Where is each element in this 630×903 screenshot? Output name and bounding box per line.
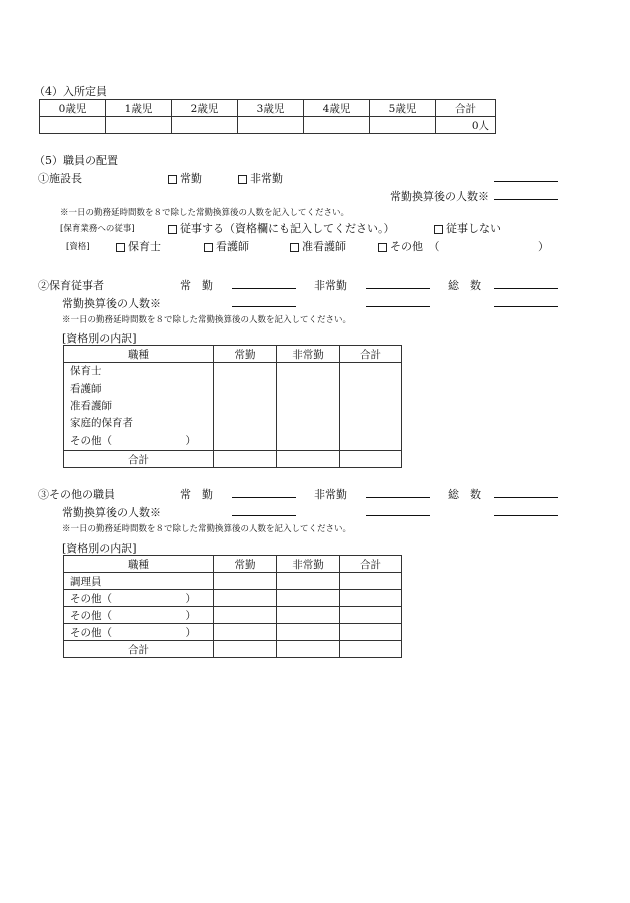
director-conv-line[interactable] bbox=[494, 199, 558, 200]
qualification-label: [資格] bbox=[66, 242, 90, 252]
input-cell[interactable] bbox=[214, 641, 277, 658]
capacity-cell[interactable] bbox=[370, 117, 436, 134]
other-note: ※一日の勤務延時間数を８で除した常勤換算後の人数を記入してください。 bbox=[62, 524, 352, 534]
input-cell[interactable] bbox=[340, 590, 402, 607]
director-conv-label: 常勤換算後の人数※ bbox=[390, 190, 489, 203]
checkbox-icon[interactable] bbox=[378, 243, 387, 252]
table-row-label: その他（ ） bbox=[64, 607, 214, 624]
childcare-breakdown-table bbox=[63, 345, 402, 468]
table-row-label: その他（ ） bbox=[64, 624, 214, 641]
childcare-note: ※一日の勤務延時間数を８で除した常勤換算後の人数を記入してください。 bbox=[62, 315, 352, 325]
checkbox-icon[interactable] bbox=[116, 243, 125, 252]
table-header: 職種 bbox=[64, 346, 214, 363]
input-cell[interactable] bbox=[214, 607, 277, 624]
section4-title: （4）入所定員 bbox=[34, 85, 107, 98]
other-label: ③その他の職員 bbox=[38, 488, 115, 501]
capacity-header: 1歳児 bbox=[106, 100, 172, 117]
childcare-full-input[interactable] bbox=[232, 288, 296, 289]
input-cell[interactable] bbox=[214, 573, 277, 590]
not-engaged-option[interactable]: 従事しない bbox=[434, 220, 501, 236]
childcare-conv-total[interactable] bbox=[494, 306, 558, 307]
director-input-line[interactable] bbox=[494, 181, 558, 182]
table-header: 常勤 bbox=[214, 556, 277, 573]
checkbox-icon[interactable] bbox=[168, 175, 177, 184]
childcare-duty-label: [保育業務への従事] bbox=[60, 224, 135, 234]
other-total-input[interactable] bbox=[494, 497, 558, 498]
input-cell[interactable] bbox=[214, 624, 277, 641]
capacity-header: 合計 bbox=[436, 100, 496, 117]
other-breakdown-label: [資格別の内訳] bbox=[62, 542, 137, 555]
capacity-total: 0人 bbox=[436, 117, 496, 134]
director-note: ※一日の勤務延時間数を８で除した常勤換算後の人数を記入してください。 bbox=[60, 208, 350, 218]
other-part-label: 非常勤 bbox=[314, 488, 347, 501]
capacity-header: 2歳児 bbox=[172, 100, 238, 117]
capacity-cell[interactable] bbox=[238, 117, 304, 134]
other-total-label: 総 数 bbox=[448, 488, 481, 501]
input-cell[interactable] bbox=[277, 363, 340, 451]
input-cell[interactable] bbox=[214, 590, 277, 607]
input-cell[interactable] bbox=[277, 451, 340, 468]
childcare-full-label: 常 勤 bbox=[180, 279, 213, 292]
table-header: 非常勤 bbox=[277, 556, 340, 573]
other-part-input[interactable] bbox=[366, 497, 430, 498]
input-cell[interactable] bbox=[214, 363, 277, 451]
list-item: 准看護師 bbox=[70, 399, 112, 412]
qual-assoc-option[interactable]: 准看護師 bbox=[290, 238, 346, 254]
list-item: 保育士 bbox=[70, 365, 102, 378]
input-cell[interactable] bbox=[277, 607, 340, 624]
other-conv-label: 常勤換算後の人数※ bbox=[62, 506, 161, 519]
input-cell[interactable] bbox=[214, 451, 277, 468]
childcare-label: ②保育従事者 bbox=[38, 279, 104, 292]
other-conv-full[interactable] bbox=[232, 515, 296, 516]
childcare-conv-part[interactable] bbox=[366, 306, 430, 307]
table-header: 常勤 bbox=[214, 346, 277, 363]
list-item: 家庭的保育者 bbox=[70, 417, 133, 430]
input-cell[interactable] bbox=[340, 624, 402, 641]
childcare-total-input[interactable] bbox=[494, 288, 558, 289]
childcare-breakdown-label: [資格別の内訳] bbox=[62, 332, 137, 345]
table-row-label: その他（ ） bbox=[64, 590, 214, 607]
other-breakdown-table bbox=[63, 555, 402, 658]
checkbox-icon[interactable] bbox=[434, 225, 443, 234]
list-item: 看護師 bbox=[70, 382, 102, 395]
childcare-conv-label: 常勤換算後の人数※ bbox=[62, 297, 161, 310]
capacity-cell[interactable] bbox=[40, 117, 106, 134]
input-cell[interactable] bbox=[340, 363, 402, 451]
childcare-part-label: 非常勤 bbox=[314, 279, 347, 292]
table-header: 職種 bbox=[64, 556, 214, 573]
input-cell[interactable] bbox=[277, 590, 340, 607]
other-conv-total[interactable] bbox=[494, 515, 558, 516]
checkbox-icon[interactable] bbox=[204, 243, 213, 252]
engaged-option[interactable]: 従事する（資格欄にも記入してください。） bbox=[168, 220, 395, 236]
childcare-part-input[interactable] bbox=[366, 288, 430, 289]
table-header: 合計 bbox=[340, 346, 402, 363]
capacity-cell[interactable] bbox=[304, 117, 370, 134]
capacity-cell[interactable] bbox=[172, 117, 238, 134]
qual-other-close: ） bbox=[538, 240, 549, 253]
capacity-header: 4歳児 bbox=[304, 100, 370, 117]
other-full-input[interactable] bbox=[232, 497, 296, 498]
director-part-option[interactable]: 非常勤 bbox=[238, 170, 283, 186]
input-cell[interactable] bbox=[277, 641, 340, 658]
capacity-header: 3歳児 bbox=[238, 100, 304, 117]
section5-title: （5）職員の配置 bbox=[34, 154, 118, 167]
qual-nursery-option[interactable]: 保育士 bbox=[116, 238, 161, 254]
capacity-cell[interactable] bbox=[106, 117, 172, 134]
capacity-table bbox=[39, 99, 496, 134]
checkbox-icon[interactable] bbox=[238, 175, 247, 184]
table-header: 合計 bbox=[340, 556, 402, 573]
table-header: 非常勤 bbox=[277, 346, 340, 363]
checkbox-icon[interactable] bbox=[168, 225, 177, 234]
capacity-header: 5歳児 bbox=[370, 100, 436, 117]
list-item: その他（ ） bbox=[70, 434, 196, 447]
table-row-label: 調理員 bbox=[64, 573, 214, 590]
input-cell[interactable] bbox=[340, 451, 402, 468]
other-conv-part[interactable] bbox=[366, 515, 430, 516]
input-cell[interactable] bbox=[277, 624, 340, 641]
input-cell[interactable] bbox=[277, 573, 340, 590]
input-cell[interactable] bbox=[340, 607, 402, 624]
capacity-header: 0歳児 bbox=[40, 100, 106, 117]
qual-nurse-option[interactable]: 看護師 bbox=[204, 238, 249, 254]
childcare-total-label: 総 数 bbox=[448, 279, 481, 292]
childcare-conv-full[interactable] bbox=[232, 306, 296, 307]
input-cell[interactable] bbox=[340, 573, 402, 590]
director-label: ①施設長 bbox=[38, 172, 82, 185]
checkbox-icon[interactable] bbox=[290, 243, 299, 252]
input-cell[interactable] bbox=[340, 641, 402, 658]
director-full-option[interactable]: 常勤 bbox=[168, 170, 202, 186]
sum-label: 合計 bbox=[64, 641, 214, 658]
other-full-label: 常 勤 bbox=[180, 488, 213, 501]
qual-other-option[interactable]: その他 （ bbox=[378, 238, 440, 254]
sum-label: 合計 bbox=[64, 451, 214, 468]
